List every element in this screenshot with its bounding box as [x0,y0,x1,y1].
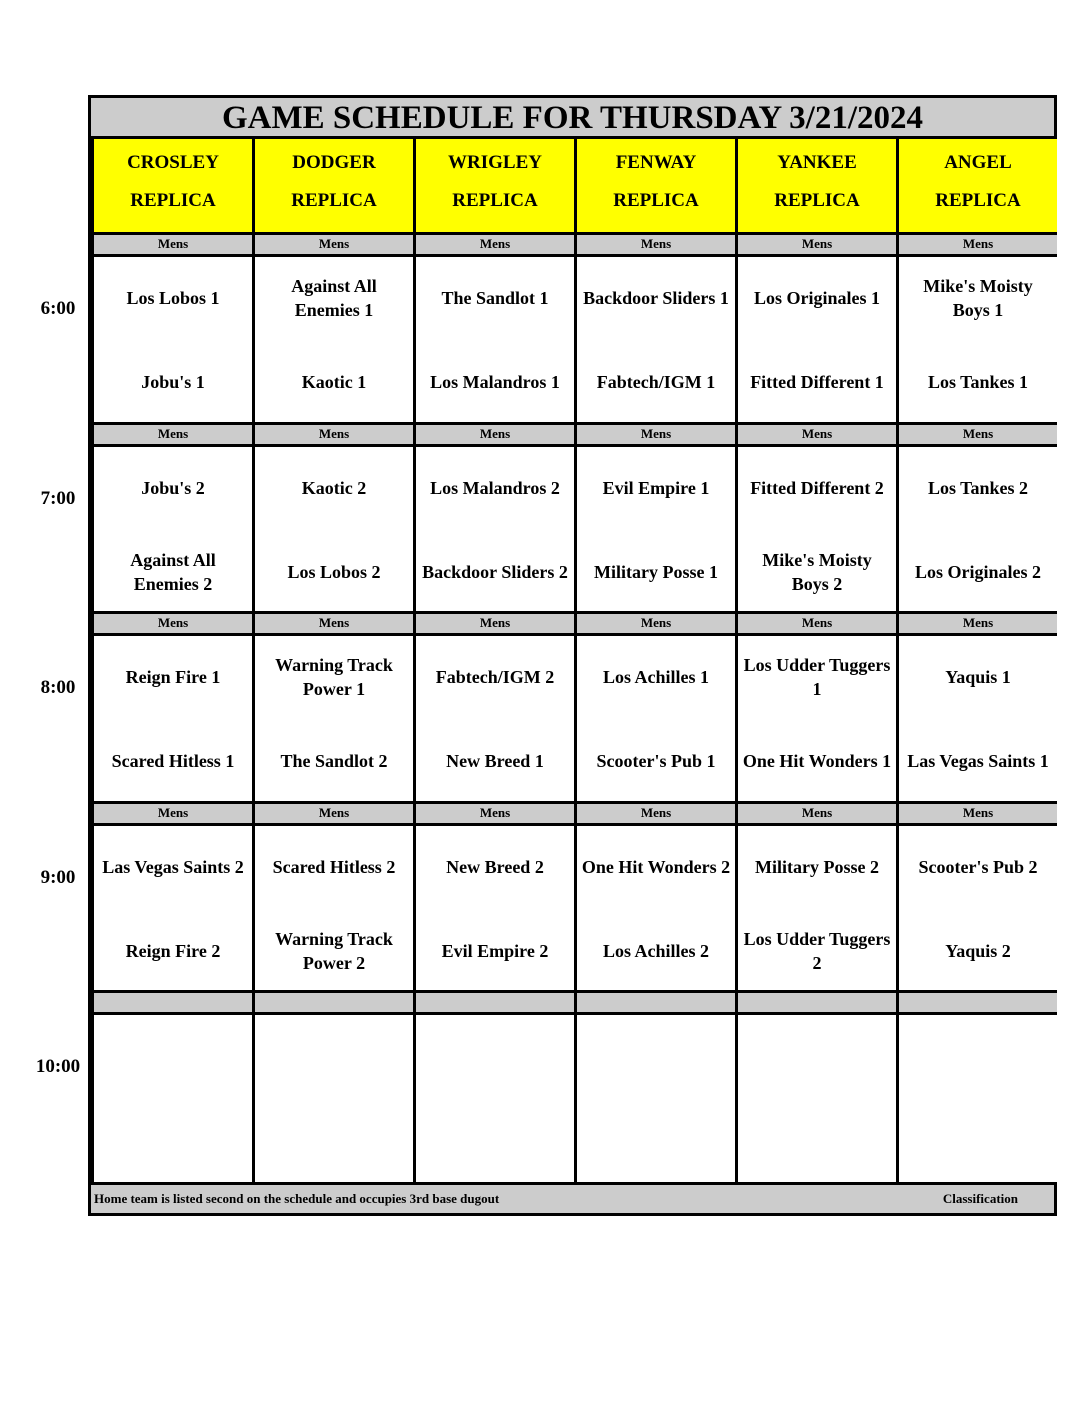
game-cell [252,1012,413,1182]
division-label: Mens [91,422,252,444]
away-team: One Hit Wonders 2 [581,857,731,877]
field-header-wrigley [413,136,574,232]
time-slot-label: 8:00 [40,677,76,698]
division-label [252,990,413,1012]
division-label: Mens [413,801,574,823]
away-team: Scooter's Pub 2 [918,857,1038,877]
division-label: Mens [413,232,574,254]
field-name: YANKEE [777,152,857,173]
field-name: DODGER [292,152,376,173]
home-team: Evil Empire 2 [441,941,549,961]
classification-label: Classification [942,1191,1018,1206]
away-team [255,1029,413,1083]
away-team: New Breed 2 [446,857,544,877]
division-label: Mens [91,232,252,254]
division-label: Mens [735,611,896,633]
away-team: Military Posse 2 [755,857,879,877]
schedule-sheet [88,95,1057,1216]
home-team: Los Tankes 1 [927,372,1029,392]
division-label [574,990,735,1012]
game-cell [413,444,574,612]
division-label [91,990,252,1012]
away-team: Las Vegas Saints 2 [102,857,244,877]
game-cell [574,254,735,422]
game-cell [252,254,413,422]
home-team: Warning Track Power 2 [275,929,393,973]
field-subtitle: REPLICA [291,190,377,211]
game-cell [574,823,735,991]
field-subtitle: REPLICA [935,190,1021,211]
division-label: Mens [896,611,1057,633]
field-name: WRIGLEY [448,152,542,173]
away-team: Backdoor Sliders 1 [583,288,729,308]
field-subtitle: REPLICA [452,190,538,211]
division-label: Mens [896,801,1057,823]
game-cell [91,633,252,801]
home-team [94,1113,252,1167]
home-team: The Sandlot 2 [280,751,388,771]
away-team [899,1029,1057,1083]
division-label [896,990,1057,1012]
home-team: Scared Hitless 1 [111,751,235,771]
home-team: Reign Fire 2 [125,941,221,961]
home-team: Fitted Different 1 [750,372,884,392]
schedule-title: GAME SCHEDULE FOR THURSDAY 3/21/2024 [91,98,1054,136]
game-cell [735,1012,896,1182]
away-team: Fitted Different 2 [750,478,884,498]
time-slot-label: 10:00 [35,1056,81,1077]
division-label: Mens [574,422,735,444]
game-cell [735,633,896,801]
division-label [735,990,896,1012]
division-label: Mens [574,232,735,254]
game-cell [413,1012,574,1182]
game-cell [413,633,574,801]
home-team: One Hit Wonders 1 [742,751,892,771]
field-name: ANGEL [944,152,1012,173]
game-cell [735,444,896,612]
footer-note: Home team is listed second on the schedule and occupies 3rd base dugout [94,1191,500,1206]
away-team: Kaotic 2 [301,478,367,498]
division-label: Mens [252,801,413,823]
away-team: Evil Empire 1 [602,478,710,498]
game-cell [735,823,896,991]
game-cell [735,254,896,422]
field-header-fenway [574,136,735,232]
away-team: Los Achilles 1 [602,667,709,687]
home-team: Las Vegas Saints 1 [907,751,1049,771]
footer-bar [91,1182,1054,1213]
away-team: Scared Hitless 2 [272,857,396,877]
field-subtitle: REPLICA [130,190,216,211]
time-slot-label: 9:00 [40,867,76,888]
game-cell [896,633,1057,801]
field-subtitle: REPLICA [774,190,860,211]
away-team: Mike's Moisty Boys 1 [923,276,1033,320]
field-header-angel [896,136,1057,232]
game-cell [896,823,1057,991]
home-team [416,1113,574,1167]
away-team: Fabtech/IGM 2 [435,667,555,687]
game-cell [91,1012,252,1182]
home-team: Los Udder Tuggers 2 [743,929,891,973]
division-label: Mens [574,611,735,633]
home-team [577,1113,735,1167]
home-team: Yaquis 2 [945,941,1011,961]
away-team: Los Udder Tuggers 1 [743,655,891,699]
away-team: Warning Track Power 1 [275,655,393,699]
game-cell [896,444,1057,612]
division-label [413,990,574,1012]
division-label: Mens [896,422,1057,444]
division-label: Mens [91,801,252,823]
home-team: New Breed 1 [446,751,544,771]
field-header-yankee [735,136,896,232]
game-cell [252,633,413,801]
game-cell [574,1012,735,1182]
away-team: Jobu's 2 [141,478,205,498]
division-label: Mens [252,232,413,254]
division-label: Mens [735,801,896,823]
home-team: Backdoor Sliders 2 [422,562,568,582]
game-cell [91,444,252,612]
game-cell [252,823,413,991]
home-team [738,1113,896,1167]
away-team: Against All Enemies 1 [291,276,377,320]
home-team: Los Achilles 2 [602,941,709,961]
game-cell [896,254,1057,422]
home-team [255,1113,413,1167]
division-label: Mens [735,232,896,254]
away-team: Los Lobos 1 [126,288,220,308]
field-subtitle: REPLICA [613,190,699,211]
division-label: Mens [91,611,252,633]
home-team: Against All Enemies 2 [130,550,216,594]
away-team [738,1029,896,1083]
game-cell [896,1012,1057,1182]
game-cell [91,254,252,422]
game-cell [574,444,735,612]
game-cell [252,444,413,612]
home-team: Jobu's 1 [141,372,205,392]
division-label: Mens [252,422,413,444]
away-team [94,1029,252,1083]
game-cell [91,823,252,991]
away-team: Los Originales 1 [753,288,880,308]
home-team: Military Posse 1 [594,562,718,582]
division-label: Mens [896,232,1057,254]
away-team [577,1029,735,1083]
away-team: Los Tankes 2 [927,478,1029,498]
home-team: Mike's Moisty Boys 2 [762,550,872,594]
away-team: Yaquis 1 [945,667,1011,687]
home-team: Los Originales 2 [914,562,1041,582]
home-team: Kaotic 1 [301,372,367,392]
division-label: Mens [252,611,413,633]
field-header-crosley [91,136,252,232]
away-team: Los Malandros 2 [430,478,560,498]
away-team: The Sandlot 1 [441,288,549,308]
field-name: FENWAY [615,152,697,173]
game-cell [574,633,735,801]
division-label: Mens [413,611,574,633]
division-label: Mens [574,801,735,823]
home-team [899,1113,1057,1167]
home-team: Los Lobos 2 [287,562,381,582]
field-header-dodger [252,136,413,232]
division-label: Mens [413,422,574,444]
away-team: Reign Fire 1 [125,667,221,687]
home-team: Fabtech/IGM 1 [596,372,716,392]
home-team: Los Malandros 1 [430,372,560,392]
division-label: Mens [735,422,896,444]
home-team: Scooter's Pub 1 [596,751,716,771]
field-name: CROSLEY [127,152,219,173]
time-slot-label: 7:00 [40,488,76,509]
away-team [416,1029,574,1083]
time-slot-label: 6:00 [40,298,76,319]
game-cell [413,823,574,991]
game-cell [413,254,574,422]
